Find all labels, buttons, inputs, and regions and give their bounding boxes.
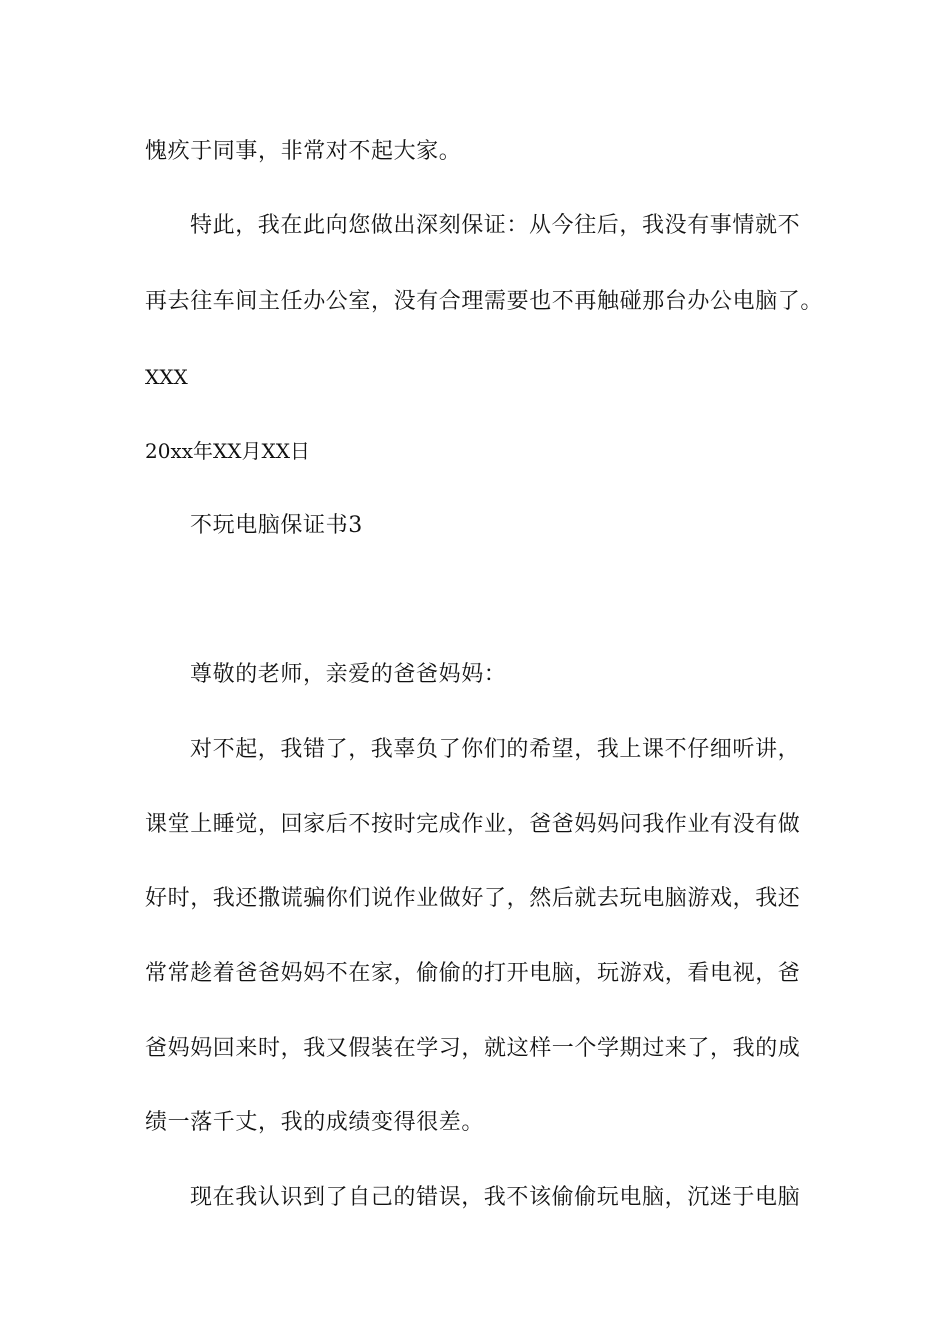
paragraph-line: 课堂上睡觉，回家后不按时完成作业，爸爸妈妈问我作业有没有做: [145, 812, 801, 837]
paragraph-line: 好时，我还撒谎骗你们说作业做好了，然后就去玩电脑游戏，我还: [145, 886, 801, 911]
salutation: 尊敬的老师，亲爱的爸爸妈妈：: [190, 662, 507, 687]
paragraph-line: 绩一落千丈，我的成绩变得很差。: [145, 1110, 485, 1135]
signature-name: XXX: [145, 365, 188, 389]
paragraph-line: 特此，我在此向您做出深刻保证：从今往后，我没有事情就不: [190, 213, 801, 238]
paragraph-line: 对不起，我错了，我辜负了你们的希望，我上课不仔细听讲，: [190, 737, 801, 762]
paragraph-line: 爸妈妈回来时，我又假装在学习，就这样一个学期过来了，我的成: [145, 1036, 801, 1061]
section-title: 不玩电脑保证书3: [190, 513, 363, 538]
paragraph-line: 常常趁着爸爸妈妈不在家，偷偷的打开电脑，玩游戏，看电视，爸: [145, 961, 801, 986]
paragraph-line: 愧疚于同事，非常对不起大家。: [145, 139, 462, 164]
paragraph-line: 现在我认识到了自己的错误，我不该偷偷玩电脑，沉迷于电脑: [190, 1185, 801, 1210]
signature-date: 20xx年XX月XX日: [145, 439, 310, 463]
paragraph-line: 再去往车间主任办公室，没有合理需要也不再触碰那台办公电脑了。: [145, 289, 824, 314]
